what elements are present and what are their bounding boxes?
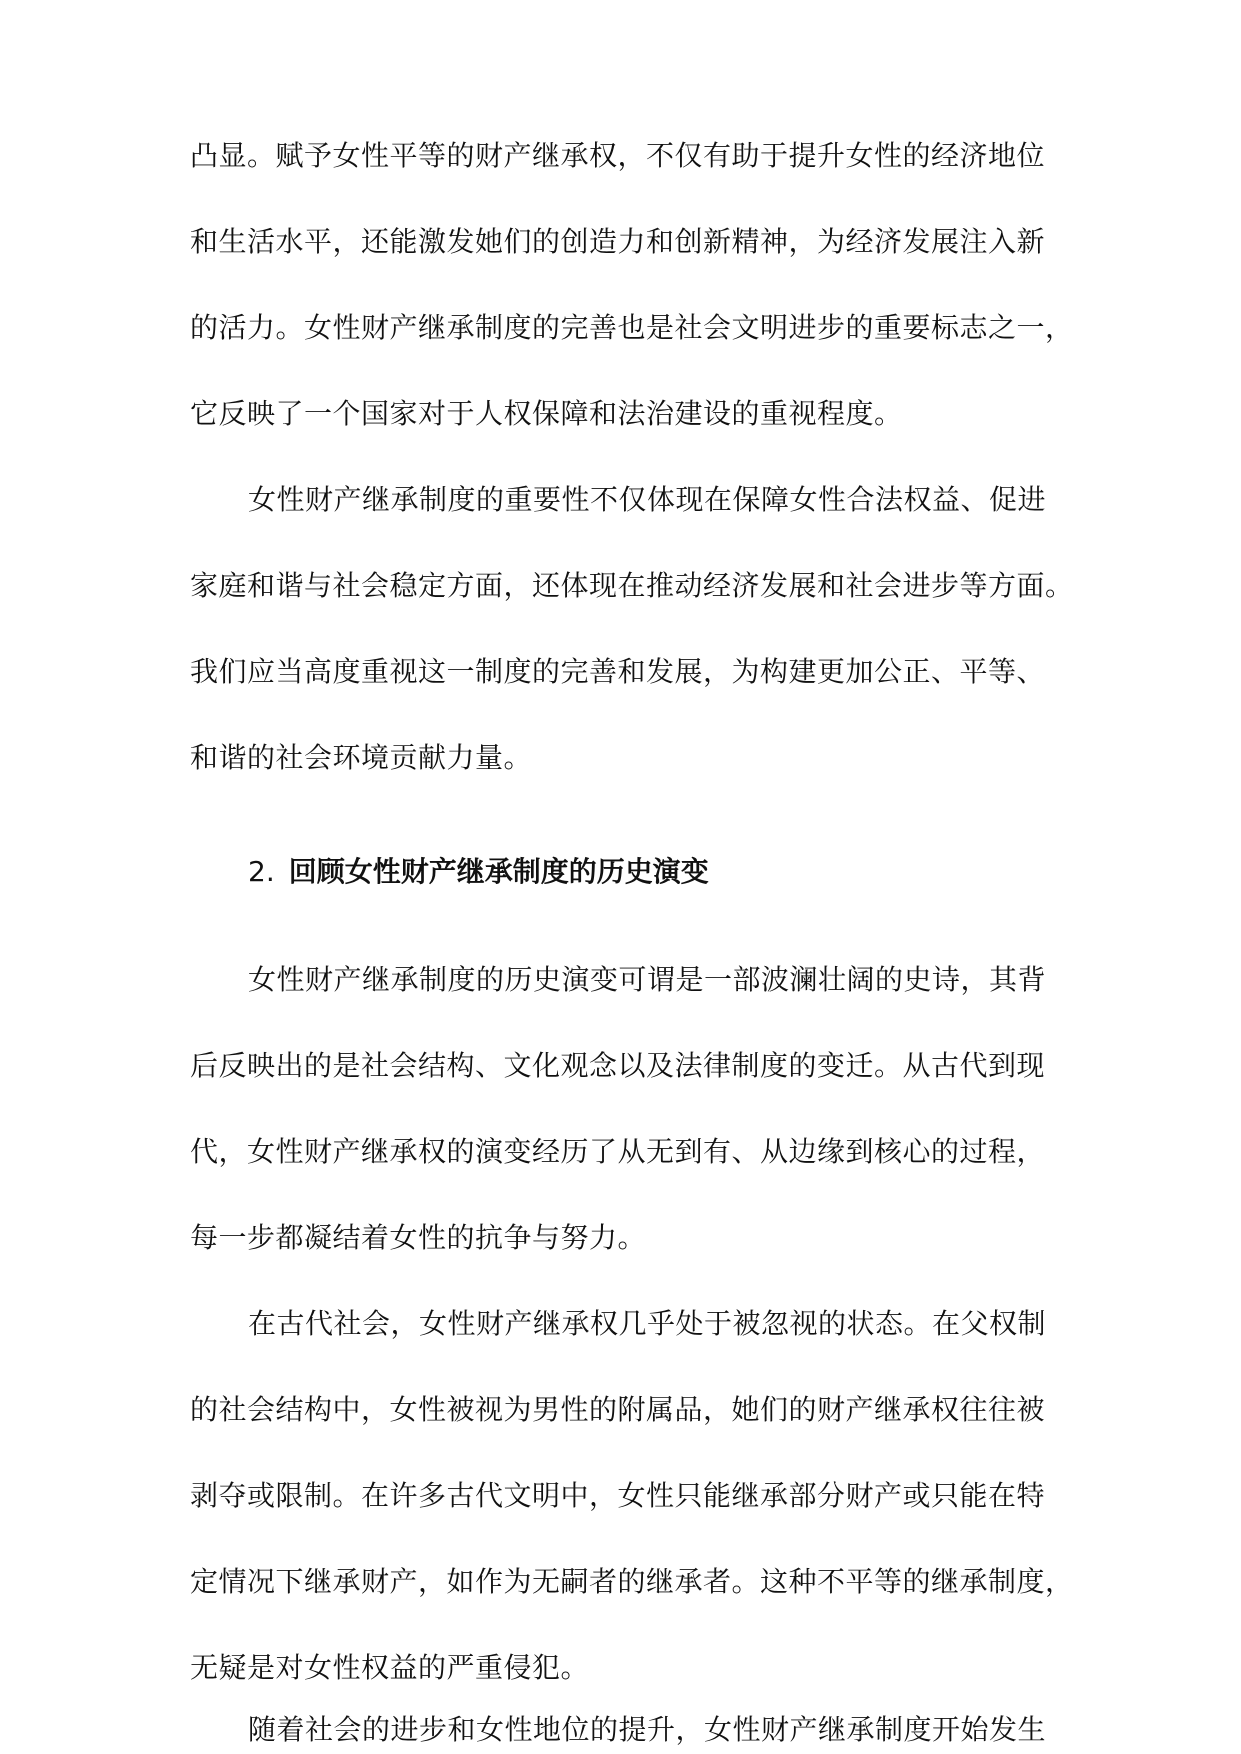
- paragraph-line: 的社会结构中，女性被视为男性的附属品，她们的财产继承权往往被: [190, 1393, 1046, 1426]
- paragraph-line: 代，女性财产继承权的演变经历了从无到有、从边缘到核心的过程，: [190, 1135, 1046, 1168]
- paragraph-line: 和谐的社会环境贡献力量。: [190, 741, 533, 774]
- section-number: 2.: [248, 855, 275, 888]
- paragraph-line: 在古代社会，女性财产继承权几乎处于被忽视的状态。在父权制: [248, 1307, 1047, 1340]
- section-title: 回顾女性财产继承制度的历史演变: [288, 855, 709, 888]
- paragraph-line: 随着社会的进步和女性地位的提升，女性财产继承制度开始发生: [248, 1713, 1047, 1746]
- paragraph-line: 和生活水平，还能激发她们的创造力和创新精神，为经济发展注入新: [190, 225, 1046, 258]
- paragraph-line: 每一步都凝结着女性的抗争与努力。: [190, 1221, 647, 1254]
- paragraph-line: 女性财产继承制度的重要性不仅体现在保障女性合法权益、促进: [248, 483, 1047, 516]
- paragraph-line: 的活力。女性财产继承制度的完善也是社会文明进步的重要标志之一，: [190, 311, 1074, 344]
- section-heading: [248, 852, 709, 892]
- paragraph-line: 凸显。赋予女性平等的财产继承权，不仅有助于提升女性的经济地位: [190, 139, 1046, 172]
- paragraph-line: 剥夺或限制。在许多古代文明中，女性只能继承部分财产或只能在特: [190, 1479, 1046, 1512]
- paragraph-line: 家庭和谐与社会稳定方面，还体现在推动经济发展和社会进步等方面。: [190, 569, 1074, 602]
- paragraph-line: 它反映了一个国家对于人权保障和法治建设的重视程度。: [190, 397, 903, 430]
- paragraph-line: 无疑是对女性权益的严重侵犯。: [190, 1651, 590, 1684]
- paragraph-line: 女性财产继承制度的历史演变可谓是一部波澜壮阔的史诗，其背: [248, 963, 1047, 996]
- paragraph-line: 后反映出的是社会结构、文化观念以及法律制度的变迁。从古代到现: [190, 1049, 1046, 1082]
- paragraph-line: 我们应当高度重视这一制度的完善和发展，为构建更加公正、平等、: [190, 655, 1046, 688]
- paragraph-line: 定情况下继承财产，如作为无嗣者的继承者。这种不平等的继承制度，: [190, 1565, 1074, 1598]
